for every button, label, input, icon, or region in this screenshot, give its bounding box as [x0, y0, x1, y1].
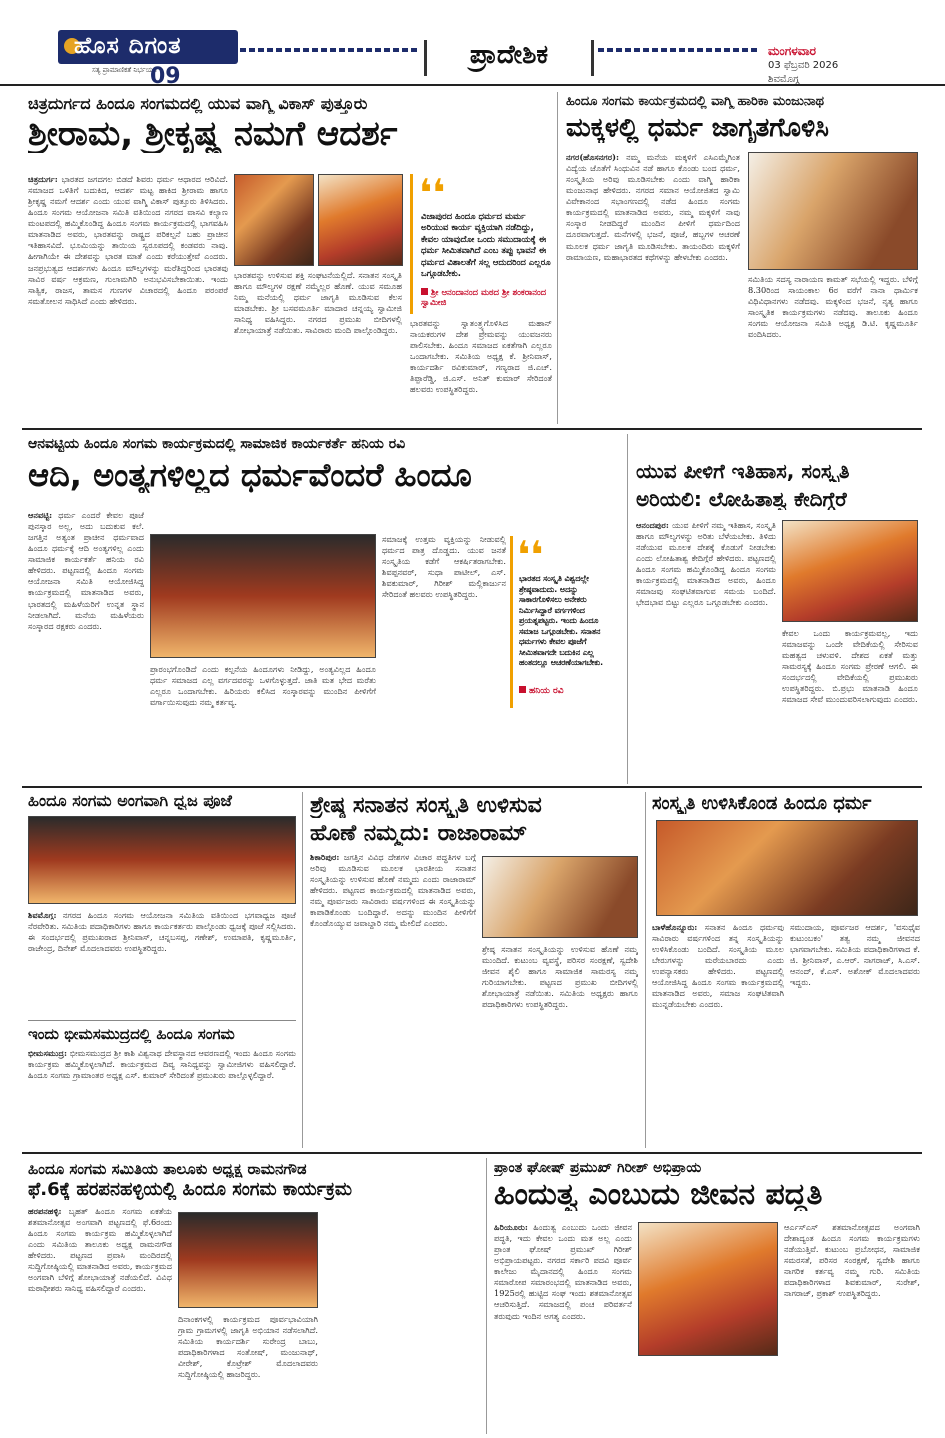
quote-speaker: ಹನಿಯ ರವಿ [519, 686, 618, 696]
section-title: ಪ್ರಾದೇಶಿಕ [469, 40, 549, 70]
article-body [636, 520, 776, 782]
pull-quote [510, 533, 618, 708]
article-kicker: ಹಿಂದೂ ಸಂಗಮ ಸಮಿತಿಯ ತಾಲೂಕು ಅಧ್ಯಕ್ಷ ರಾಮನಗೌಡ [28, 1160, 307, 1178]
column-rule [557, 92, 558, 424]
column-rule [302, 792, 303, 1148]
article-text: ನಮ್ಮ ಮನೆಯ ಮಕ್ಕಳಿಗೆ ಎಸಿಎಮ್ಮೆಗಿಂತ ವಿದ್ಯೆಯ ಜೊತೆಗೆ ಸಿಂಧುವಿನ ನಡೆ ಹಾಗೂ ಕೊಂಡು ಬಂದ ಧರ್ಮ, ಸಂಸ್ಕೃತಿಯ ಅರಿವು ಮೂಡಿಸಬೇಕು ಎಂದು ವಾಗ್ಮಿ ಹಾರಿಕಾ ಮಂಜುನಾಥ ಹೇಳಿದರು. ನಗರದ ಸಮಾನ ಆಯೋಜಿತದ ಸ್ವಾಮಿ ವಿವೇಕಾನಂದ ಸಭಾಂಗಣದಲ್ಲಿ ನಡೆದ ಹಿಂದೂ ಸಂಗಮ ಕಾರ್ಯಕ್ರಮದಲ್ಲಿ ಮಾತನಾಡಿದ ಅವರು, ನಮ್ಮ ಮಕ್ಕಳಿಗೆ ನಾವು ಸಂಸ್ಕಾರ ನೀಡದಿದ್ದರೆ ಮುಂದಿನ ಪೀಳಿಗೆ ಧರ್ಮದಿಂದ ದೂರವಾಗುತ್ತದೆ. ಮನೆಗಳಲ್ಲಿ ಭಜನೆ, ಪೂಜೆ, ಹಬ್ಬಗಳ ಆಚರಣೆ ಮೂಲಕ ಧರ್ಮ ಜಾಗೃತಿ ಮೂಡಿಸಬೇಕು. ತಾಯಂದಿರು ಮಕ್ಕಳಿಗೆ ರಾಮಾಯಣ, ಮಹಾಭಾರತದ ಕಥೆಗಳನ್ನು ಹೇಳಬೇಕು ಎಂದರು. [566, 152, 740, 262]
article-kicker: ಪ್ರಾಂತ ಘೋಷ್ ಪ್ರಮುಖ್ ಗಿರೀಶ್ ಅಭಿಪ್ರಾಯ [494, 1160, 702, 1176]
quote-icon: ❛❛ [419, 171, 446, 215]
article-body [28, 174, 228, 424]
article-body: ಪ್ರಾರಂಭಗೊಂಡಿದೆ ಎಂದು ಕಲ್ಪನೆಯ ಹಿಂದೂಗಳು ನೀಡಿದ್ದು, ಅಂತ್ಯವಿಲ್ಲದ ಹಿಂದೂ ಧರ್ಮ ಸಮಾಜದ ಎಲ್ಲ ವರ್ಗದವರನ್ನು ಒಳಗೊಳ್ಳುತ್ತದೆ. ಜಾತಿ ಮತ ಭೇದ ಮರೆತು ಎಲ್ಲರೂ ಒಂದಾಗಬೇಕು. ಹಿರಿಯರು ಕಲಿಸಿದ ಸಂಸ್ಕಾರವನ್ನು ಮುಂದಿನ ಪೀಳಿಗೆಗೆ ವರ್ಗಾಯಿಸುವುದು ನಮ್ಮ ಕರ್ತವ್ಯ. [150, 664, 376, 708]
article-kicker: ಆನವಟ್ಟಿಯ ಹಿಂದೂ ಸಂಗಮ ಕಾರ್ಯಕ್ರಮದಲ್ಲಿ ಸಾಮಾಜಿಕ ಕಾರ್ಯಕರ್ತೆ ಹನಿಯ ರವಿ [28, 436, 406, 452]
article-headline[interactable]: ಹಿಂದೂ ಸಂಗಮ ಅಂಗವಾಗಿ ಧ್ವಜ ಪೂಜೆ [28, 792, 232, 810]
article-body: ಸಮಾಜಕ್ಕೆ ಉತ್ತಮ ವ್ಯಕ್ತಿಯನ್ನು ನೀಡುವಲ್ಲಿ ಧರ್ಮದ ಪಾತ್ರ ದೊಡ್ಡದು. ಯುವ ಜನತೆ ಸಂಸ್ಕೃತಿಯ ಕಡೆಗೆ ಆಕರ್ಷಿತರಾಗಬೇಕು. ಶಿವಪ್ಪನವರ್, ಸುಧಾ ಪಾಟೀಲ್, ಎಸ್. ಶಿವಕುಮಾರ್, ಗಿರೀಶ್ ಮಲ್ಲಿಕಾರ್ಜುನ ಸೇರಿದಂತೆ ಹಲವರು ಉಪಸ್ಥಿತರಿದ್ದರು. [382, 534, 506, 600]
article-headline[interactable]: ಹಿಂದುತ್ವ ಎಂಬುದು ಜೀವನ ಪದ್ಧತಿ [494, 1178, 823, 1211]
section-rule [22, 786, 922, 788]
article-text: ಧರ್ಮ ಎಂದರೆ ಕೇವಲ ಪೂಜೆ ಪುನಸ್ಕಾರ ಅಲ್ಲ, ಅದು ಬದುಕುವ ಕಲೆ. ಜಗತ್ತಿನ ಅತ್ಯಂತ ಪ್ರಾಚೀನ ಧರ್ಮವಾದ ಹಿಂದೂ ಧರ್ಮಕ್ಕೆ ಆದಿ ಅಂತ್ಯಗಳಿಲ್ಲ ಎಂದು ಸಾಮಾಜಿಕ ಕಾರ್ಯಕರ್ತೆ ಹನಿಯ ರವಿ ಹೇಳಿದರು. ಪಟ್ಟಣದಲ್ಲಿ ಹಿಂದೂ ಸಂಗಮ ಆಯೋಜನಾ ಸಮಿತಿ ಆಯೋಜಿಸಿದ್ದ ಕಾರ್ಯಕ್ರಮದಲ್ಲಿ ಮಾತನಾಡಿದ ಅವರು, ಭಾರತದಲ್ಲಿ ಮಹಿಳೆಯರಿಗೆ ಉನ್ನತ ಸ್ಥಾನ ನೀಡಲಾಗಿದೆ. ಮನೆಯ ಮಹಿಳೆಯರು ಸಂಸ್ಕಾರದ ರಕ್ಷಕರು ಎಂದರು. [28, 510, 144, 631]
article-body: ಸಮುದಾಯ, ಪೂರ್ವಜರ ಆದರ್ಶ, 'ವಸುಧೈವ ಕುಟುಂಬಕಂ' ತತ್ವ ನಮ್ಮ ಜೀವನದ ಭಾಗವಾಗಬೇಕು. ಸಮಿತಿಯ ಪದಾಧಿಕಾರಿಗಳಾದ ಕೆ. ಜಿ. ಶ್ರೀನಿವಾಸ್, ಎ.ಆರ್. ನಾಗರಾಜ್, ಸಿ.ಎಸ್. ಆನಂದ್, ಕೆ.ಎಸ್. ಅಶೋಕ್ ಮೊದಲಾದವರು ಇದ್ದರು. [790, 922, 920, 988]
masthead-divider [240, 48, 420, 52]
article-text: ಸನಾತನ ಹಿಂದೂ ಧರ್ಮವು ಸಾವಿರಾರು ವರ್ಷಗಳಿಂದ ತನ್ನ ಸಂಸ್ಕೃತಿಯನ್ನು ಉಳಿಸಿಕೊಂಡು ಬಂದಿದೆ. ಸಂಸ್ಕೃತಿಯ ಮೂಲ ಬೇರುಗಳನ್ನು ಮರೆಯಬಾರದು ಎಂದು ಉಪನ್ಯಾಸಕರು ಹೇಳಿದರು. ಪಟ್ಟಣದಲ್ಲಿ ಆಯೋಜಿಸಿದ್ದ ಹಿಂದೂ ಸಂಗಮ ಕಾರ್ಯಕ್ರಮದಲ್ಲಿ ಮಾತನಾಡಿದ ಅವರು, ಸಮಾಜ ಸಂಘಟಿತವಾಗಿ ಮುನ್ನಡೆಯಬೇಕು ಎಂದರು. [652, 922, 784, 1010]
issue-date: 03 ಫೆಬ್ರವರಿ 2026 [768, 60, 839, 71]
article-dateline: ಶಿಕಾರಿಪುರ: [310, 852, 340, 862]
article-text: ಭೀಮಸಮುದ್ರದ ಶ್ರೀ ಕಾಶಿ ವಿಶ್ವನಾಥ ದೇವಸ್ಥಾನದ ಆವರಣದಲ್ಲಿ ಇಂದು ಹಿಂದೂ ಸಂಗಮ ಕಾರ್ಯಕ್ರಮ ಹಮ್ಮಿಕೊಳ್ಳಲಾಗಿದೆ. ಕಾರ್ಯಕ್ರಮದ ದಿವ್ಯ ಸಾನಿಧ್ಯವನ್ನು ಸ್ವಾಮೀಜಿಗಳು ವಹಿಸಲಿದ್ದಾರೆ. ಹಿಂದೂ ಸಂಗಮ ಗ್ರಾಮಾಂತರ ಅಧ್ಯಕ್ಷ ಎಸ್. ಕುಮಾರ್ ಸೇರಿದಂತೆ ಪ್ರಮುಖರು ಪಾಲ್ಗೊಳ್ಳಲಿದ್ದಾರೆ. [28, 1048, 296, 1081]
issue-day: ಮಂಗಳವಾರ [768, 44, 817, 58]
article-headline[interactable]: ಶ್ರೀರಾಮ, ಶ್ರೀಕೃಷ್ಣ ನಮಗೆ ಆದರ್ಶ [28, 116, 398, 154]
masthead-divider [598, 48, 758, 52]
article-headline[interactable]: ಇಂದು ಭೀಮಸಮುದ್ರದಲ್ಲಿ ಹಿಂದೂ ಸಂಗಮ [28, 1026, 235, 1043]
article-dateline: ಬಾಳೆಹೊನ್ನೂರು: [652, 922, 698, 932]
article-photo[interactable] [482, 856, 638, 938]
article-dateline: ಚಿತ್ರದುರ್ಗ: [28, 174, 58, 184]
article-photo[interactable] [234, 174, 314, 266]
article-body: ಸಮಿತಿಯ ಸದಸ್ಯ ನಾರಾಯಣ ಕಾಮತ್ ಸಭೆಯಲ್ಲಿ ಇದ್ದರು. ಬೆಳಿಗ್ಗೆ 8.30ರಿಂದ ಸಾಯಂಕಾಲ 6ರ ವರೆಗೆ ನಾನಾ ಧಾರ್ಮಿಕ ವಿಧಿವಿಧಾನಗಳು ನಡೆದವು. ಮಕ್ಕಳಿಂದ ಭಜನೆ, ನೃತ್ಯ ಹಾಗೂ ಸಾಂಸ್ಕೃತಿಕ ಕಾರ್ಯಕ್ರಮಗಳು ನಡೆದವು. ತಾಲೂಕು ಹಿಂದೂ ಸಂಗಮ ಆಯೋಜನಾ ಸಮಿತಿ ಅಧ್ಯಕ್ಷ ಡಿ.ಟಿ. ಕೃಷ್ಣಮೂರ್ತಿ ವಂದಿಸಿದರು. [748, 274, 918, 340]
article-text: ಹಿಂದುತ್ವ ಎಂಬುದು ಒಂದು ಜೀವನ ಪದ್ಧತಿ, ಇದು ಕೇವಲ ಒಂದು ಮತ ಅಲ್ಲ ಎಂದು ಪ್ರಾಂತ ಘೋಷ್ ಪ್ರಮುಖ್ ಗಿರೀಶ್ ಅಭಿಪ್ರಾಯಪಟ್ಟರು. ನಗರದ ಸರ್ಕಾರಿ ಪದವಿ ಪೂರ್ವ ಕಾಲೇಜು ಮೈದಾನದಲ್ಲಿ ಹಿಂದೂ ಸಂಗಮ ಸಮಾರೋಪ ಸಮಾರಂಭದಲ್ಲಿ ಮಾತನಾಡಿದ ಅವರು, 1925ರಲ್ಲಿ ಹುಟ್ಟಿದ ಸಂಘ ಇಂದು ಶತಮಾನೋತ್ಸವ ಆಚರಿಸುತ್ತಿದೆ. ಸಮಾಜದಲ್ಲಿ ಪಂಚ ಪರಿವರ್ತನೆ ತರುವುದು ಇಂದಿನ ಅಗತ್ಯ ಎಂದರು. [494, 1222, 632, 1321]
quote-text: ವಿಜಾಪುರದ ಹಿಂದೂ ಧರ್ಮದ ಮರ್ಮ ಅರಿಯುವ ಕಾರ್ಯ ವ್ಯಕ್ತಿಯಾಗಿ ನಡೆದಿದ್ದು, ಕೇವಲ ಯಾವುದೋ ಒಂದು ಸಮುದಾಯಕ್ಕೆ ಈ ಧರ್ಮ ಸೀಮಿತವಾಗಿದೆ ಎಂಬ ತಪ್ಪು ಭಾವನೆ ಈ ಧರ್ಮದ ವಿಶಾಲತೆಗೆ ಸಲ್ಲ ಆದುದರಿಂದ ಎಲ್ಲರೂ ಒಗ್ಗೂಡಬೇಕು. [421, 212, 551, 280]
article-body: ಶ್ರೇಷ್ಠ ಸನಾತನ ಸಂಸ್ಕೃತಿಯನ್ನು ಉಳಿಸುವ ಹೊಣೆ ನಮ್ಮ ಮುಂದಿದೆ. ಕುಟುಂಬ ವ್ಯವಸ್ಥೆ, ಪರಿಸರ ಸಂರಕ್ಷಣೆ, ಸ್ವದೇಶಿ ಜೀವನ ಶೈಲಿ ಹಾಗೂ ಸಾಮಾಜಿಕ ಸಾಮರಸ್ಯ ನಮ್ಮ ಗುರಿಯಾಗಬೇಕು. ಪಟ್ಟಣದ ಪ್ರಮುಖ ಬೀದಿಗಳಲ್ಲಿ ಶೋಭಾಯಾತ್ರೆ ನಡೆಯಿತು. ಸಮಿತಿಯ ಅಧ್ಯಕ್ಷರು ಹಾಗೂ ಪದಾಧಿಕಾರಿಗಳು ಉಪಸ್ಥಿತರಿದ್ದರು. [482, 944, 638, 1010]
quote-speaker: ಶ್ರೀ ಆನಂದಾನಂದ ಮಠದ ಶ್ರೀ ಶಂಕರಾನಂದ ಸ್ವಾಮೀಜಿ [421, 288, 547, 308]
section-rule [22, 1152, 922, 1154]
article-kicker: ಚಿತ್ರದುರ್ಗದ ಹಿಂದೂ ಸಂಗಮದಲ್ಲಿ ಯುವ ವಾಗ್ಮಿ ವಿಕಾಸ್ ಪುತ್ತೂರು [28, 94, 368, 113]
masthead-tagline: ಸತ್ಯ ಪ್ರಾಮಾಣಿಕತೆ ನಿರ್ಭಯತೆ [92, 66, 158, 74]
article-headline[interactable]: ಆದಿ, ಅಂತ್ಯಗಳಿಲ್ಲದ ಧರ್ಮವೆಂದರೆ ಹಿಂದೂ [28, 458, 472, 494]
article-text: ಭಾರತದ ಜಗದಗಲ ಬಿಡದೆ ಶಿವರು ಧರ್ಮ ಆಧಾರದ ಆರಿವಿದೆ. ಸಮಾಜದ ಒಳಿತಿಗೆ ಬದುಕಿದ, ಆದರ್ಶ ಮಟ್ಟ ಹಾಕಿದ ಶ್ರೀರಾಮ ಹಾಗೂ ಶ್ರೀಕೃಷ್ಣ ನಮಗೆ ಆದರ್ಶ ಎಂದು ಯುವ ವಾಗ್ಮಿ ವಿಕಾಸ್ ಪುತ್ತೂರು ತಿಳಿಸಿದರು. ಹಿಂದೂ ಸಂಗಮ ಆಯೋಜನಾ ಸಮಿತಿ ವತಿಯಿಂದ ನಗರದ ವಾಸವಿ ಕಲ್ಯಾಣ ಮಂಟಪದಲ್ಲಿ ಹಮ್ಮಿಕೊಂಡಿದ್ದ ಹಿಂದೂ ಸಂಗಮ ಕಾರ್ಯಕ್ರಮದಲ್ಲಿ ಭಾಗವಹಿಸಿ ಮಾತನಾಡಿದ ಅವರು, ಭಾರತವನ್ನು ರಾಷ್ಟ್ರದ ಪರಿಕಲ್ಪನೆ ಬಹು ಪ್ರಾಚೀನ ಇತಿಹಾಸವಿದೆ. ಭೂಮಿಯನ್ನು ತಾಯಿಯ ಸ್ವರೂಪದಲ್ಲಿ ಕಂಡವರು ನಾವು. ಹೀಗಾಗಿಯೇ ಈ ದೇಶವನ್ನು ಭಾರತ ಮಾತೆ ಎಂದು ಕರೆಯುತ್ತೇವೆ ಎಂದರು. ಜನಪ್ರಭುತ್ವದ ಆದರ್ಶಗಳು ಹಿಂದೂ ಮೌಲ್ಯಗಳನ್ನು ಮರೆತಿದ್ದರಿಂದ ಭಾರತವು ಸಾವಿರ ವರ್ಷ ಆಕ್ರಮಣ, ಗುಲಾಮಗಿರಿ ಅನುಭವಿಸಬೇಕಾಯಿತು. ಇಂದು ಸಾತ್ವಿಕ, ರಾಜಸ, ತಾಮಸ ಗುಣಗಳ ವಿಚಾರದಲ್ಲಿ ಹಿಂದೂ ಪರಂಪರೆ ಸಮತೋಲನ ಸಾಧಿಸಿದೆ ಎಂದು ಹೇಳಿದರು. [28, 174, 228, 306]
article-body [28, 510, 144, 780]
article-headline[interactable]: ಸಂಸ್ಕೃತಿ ಉಳಿಸಿಕೊಂಡ ಹಿಂದೂ ಧರ್ಮ [652, 794, 872, 814]
edition-city: ಶಿವಮೊಗ್ಗ [768, 74, 800, 85]
pull-quote [410, 171, 552, 314]
article-photo[interactable] [178, 1212, 318, 1308]
column-rule [486, 1158, 487, 1434]
article-body [566, 152, 740, 424]
article-body [28, 910, 296, 1014]
article-headline[interactable]: ಫೆ.6ಕ್ಕೆ ಹರಪನಹಳ್ಳಿಯಲ್ಲಿ ಹಿಂದೂ ಸಂಗಮ ಕಾರ್ಯಕ್ರಮ [28, 1180, 352, 1200]
article-kicker: ಯುವ ಪೀಳಿಗೆ ಇತಿಹಾಸ, ಸಂಸ್ಕೃತಿ [636, 460, 850, 482]
article-rule [28, 1020, 296, 1021]
article-body [310, 852, 476, 1148]
masthead-logo-text: ಹೊಸ ದಿಗಂತ [74, 33, 182, 59]
column-rule [627, 434, 628, 784]
article-body: ಆರ್ಎಸ್ಎಸ್ ಶತಮಾನೋತ್ಸವದ ಅಂಗವಾಗಿ ದೇಶಾದ್ಯಂತ ಹಿಂದೂ ಸಂಗಮ ಕಾರ್ಯಕ್ರಮಗಳು ನಡೆಯುತ್ತಿವೆ. ಕುಟುಂಬ ಪ್ರಬೋಧನ, ಸಾಮಾಜಿಕ ಸಮರಸತೆ, ಪರಿಸರ ಸಂರಕ್ಷಣೆ, ಸ್ವದೇಶಿ ಹಾಗೂ ನಾಗರಿಕ ಕರ್ತವ್ಯ ನಮ್ಮ ಗುರಿ. ಸಮಿತಿಯ ಪದಾಧಿಕಾರಿಗಳಾದ ಶಿವಕುಮಾರ್, ಸುರೇಶ್, ನಾಗರಾಜ್, ಪ್ರಕಾಶ್ ಉಪಸ್ಥಿತರಿದ್ದರು. [784, 1222, 920, 1299]
article-text: ನಗರದ ಹಿಂದೂ ಸಂಗಮ ಆಯೋಜನಾ ಸಮಿತಿಯ ವತಿಯಿಂದ ಭಗವಾಧ್ವಜ ಪೂಜೆ ನೆರವೇರಿತು. ಸಮಿತಿಯ ಪದಾಧಿಕಾರಿಗಳು ಹಾಗೂ ಕಾರ್ಯಕರ್ತರು ಪಾಲ್ಗೊಂಡು ಧ್ವಜಕ್ಕೆ ಪೂಜೆ ಸಲ್ಲಿಸಿದರು. ಈ ಸಂದರ್ಭದಲ್ಲಿ ಪ್ರಮುಖರಾದ ಶ್ರೀನಿವಾಸ್, ಚನ್ನಬಸಪ್ಪ, ಗಣೇಶ್, ಉಮಾಪತಿ, ಕೃಷ್ಣಮೂರ್ತಿ, ರಾಜೇಂದ್ರ, ದಿನೇಶ್ ಮೊದಲಾದವರು ಉಪಸ್ಥಿತರಿದ್ದರು. [28, 910, 296, 954]
column-rule [645, 792, 646, 1148]
article-dateline: ಆನಂದಪುರ: [636, 520, 669, 530]
article-photo[interactable] [782, 520, 918, 622]
article-photo[interactable] [748, 152, 918, 270]
article-text: ಜಗತ್ತಿನ ವಿವಿಧ ದೇಶಗಳ ವಿಚಾರ ಪದ್ಧತಿಗಳ ಬಗ್ಗೆ ಅರಿವು ಮೂಡಿಸುವ ಮೂಲಕ ಭಾರತೀಯ ಸನಾತನ ಸಂಸ್ಕೃತಿಯನ್ನು ಉಳಿಸುವ ಹೊಣೆ ನಮ್ಮದು ಎಂದು ರಾಜಾರಾಮ್ ಹೇಳಿದರು. ಪಟ್ಟಣದ ಕಾರ್ಯಕ್ರಮದಲ್ಲಿ ಮಾತನಾಡಿದ ಅವರು, ನಮ್ಮ ಪೂರ್ವಜರು ಸಾವಿರಾರು ವರ್ಷಗಳಿಂದ ಈ ಸಂಸ್ಕೃತಿಯನ್ನು ಕಾಪಾಡಿಕೊಂಡು ಬಂದಿದ್ದಾರೆ. ಅದನ್ನು ಮುಂದಿನ ಪೀಳಿಗೆಗೆ ಕೊಂಡೊಯ್ಯುವ ಜವಾಬ್ದಾರಿ ನಮ್ಮ ಮೇಲಿದೆ ಎಂದರು. [310, 852, 476, 929]
page-number: 09 [150, 64, 181, 89]
article-photo[interactable] [638, 1222, 778, 1356]
article-body: ಭಾರತವನ್ನು ಸ್ವಾತಂತ್ರ್ಯಗೊಳಿಸಿದ ಮಹಾನ್ ನಾಯಕರುಗಳ ದೇಶ ಪ್ರೇಮವನ್ನು ಯುವಜನರು ಪಾಲಿಸಬೇಕು. ಹಿಂದೂ ಸಮಾಜದ ಏಕತೆಗಾಗಿ ಎಲ್ಲರೂ ಒಂದಾಗಬೇಕು. ಸಮಿತಿಯ ಅಧ್ಯಕ್ಷ ಕೆ. ಶ್ರೀನಿವಾಸ್, ಕಾರ್ಯದರ್ಶಿ ರವಿಕುಮಾರ್, ಗಣ್ಯರಾದ ಜಿ.ಎಚ್. ತಿಪ್ಪಾರೆಡ್ಡಿ, ಜಿ.ಎಸ್. ಅನಿತ್ ಕುಮಾರ್ ಸೇರಿದಂತೆ ಹಲವರು ಉಪಸ್ಥಿತರಿದ್ದರು. [410, 318, 552, 395]
article-dateline: ಹಿರಿಯೂರು: [494, 1222, 528, 1232]
article-photo[interactable] [656, 820, 918, 916]
article-headline-line2[interactable]: ಹೊಣೆ ನಮ್ಮದು: ರಾಜಾರಾಮ್ [310, 822, 528, 846]
article-text: ಯುವ ಪೀಳಿಗೆ ನಮ್ಮ ಇತಿಹಾಸ, ಸಂಸ್ಕೃತಿ ಹಾಗೂ ಮೌಲ್ಯಗಳನ್ನು ಅರಿತು ಬೆಳೆಯಬೇಕು. ತಿಳಿದು ನಡೆಯುವ ಮೂಲಕ ದೇಶಕ್ಕೆ ಕೊಡುಗೆ ನೀಡಬೇಕು ಎಂದು ಲೋಹಿತಾಶ್ವ ಕೇದಿಗ್ಗೆರೆ ಹೇಳಿದರು. ಪಟ್ಟಣದಲ್ಲಿ ಹಿಂದೂ ಸಂಗಮ ಹಮ್ಮಿಕೊಂಡಿದ್ದ ಹಿಂದೂ ಸಂಗಮ ಕಾರ್ಯಕ್ರಮದಲ್ಲಿ ಮಾತನಾಡಿದ ಅವರು, ಹಿಂದೂ ಸಮಾಜವು ಸಂಘಟಿತವಾಗುವ ಸಮಯ ಬಂದಿದೆ. ಭೇದಭಾವ ಬಿಟ್ಟು ಎಲ್ಲರೂ ಒಗ್ಗೂಡಬೇಕು ಎಂದರು. [636, 520, 776, 608]
article-body [494, 1222, 632, 1430]
article-headline[interactable]: ಮಕ್ಕಳಲ್ಲಿ ಧರ್ಮ ಜಾಗೃತಗೊಳಿಸಿ [566, 114, 829, 143]
article-body: ದಿನಾಂಕಗಳಲ್ಲಿ ಕಾರ್ಯಕ್ರಮದ ಪೂರ್ವಭಾವಿಯಾಗಿ ಗ್ರಾಮ ಗ್ರಾಮಗಳಲ್ಲಿ ಜಾಗೃತಿ ಅಭಿಯಾನ ನಡೆಸಲಾಗಿದೆ. ಸಮಿತಿಯ ಕಾರ್ಯದರ್ಶಿ ಸುರೇಂದ್ರ ಬಾಬು, ಪದಾಧಿಕಾರಿಗಳಾದ ಸಂತೋಷ್, ಮಂಜುನಾಥ್, ವೀರೇಶ್, ಕೊಟ್ರೇಶ್ ಮೊದಲಾದವರು ಸುದ್ದಿಗೋಷ್ಠಿಯಲ್ಲಿ ಹಾಜರಿದ್ದರು. [178, 1314, 318, 1380]
article-headline[interactable]: ಅರಿಯಲಿ: ಲೋಹಿತಾಶ್ವ ಕೇದಿಗ್ಗೆರೆ [636, 488, 847, 510]
article-kicker: ಹಿಂದೂ ಸಂಗಮ ಕಾರ್ಯಕ್ರಮದಲ್ಲಿ ವಾಗ್ಮಿ ಹಾರಿಕಾ ಮಂಜುನಾಥ [566, 94, 825, 109]
article-dateline: ನಗರ(ಹೊಸನಗರ): [566, 152, 619, 162]
article-photo[interactable] [318, 174, 403, 266]
article-headline-line1[interactable]: ಶ್ರೇಷ್ಠ ಸನಾತನ ಸಂಸ್ಕೃತಿ ಉಳಿಸುವ [310, 794, 542, 818]
quote-icon: ❛❛ [517, 533, 544, 577]
article-body: ಭಾರತವನ್ನು ಉಳಿಸುವ ಶಕ್ತಿ ಸಂಘಟನೆಯಲ್ಲಿದೆ. ಸನಾತನ ಸಂಸ್ಕೃತಿ ಹಾಗೂ ಮೌಲ್ಯಗಳ ರಕ್ಷಣೆ ನಮ್ಮೆಲ್ಲರ ಹೊಣೆ. ಯುವ ಸಮೂಹ ನಿಮ್ಮ ಮನೆಯಲ್ಲಿ ಧರ್ಮ ಜಾಗೃತಿ ಮೂಡಿಸುವ ಕೆಲಸ ಮಾಡಬೇಕು. ಶ್ರೀ ಬಸವಮೂರ್ತಿ ಮಾದಾರ ಚನ್ನಯ್ಯ ಸ್ವಾಮೀಜಿ ಸಾನಿಧ್ಯ ವಹಿಸಿದ್ದರು. ನಗರದ ಪ್ರಮುಖ ಬೀದಿಗಳಲ್ಲಿ ಶೋಭಾಯಾತ್ರೆ ನಡೆಯಿತು. ಸಾವಿರಾರು ಮಂದಿ ಪಾಲ್ಗೊಂಡಿದ್ದರು. [234, 270, 402, 336]
article-body [28, 1048, 296, 1148]
article-body [28, 1206, 172, 1430]
article-dateline: ಆನವಟ್ಟಿ: [28, 510, 53, 520]
article-photo[interactable] [28, 816, 296, 904]
section-rule [22, 428, 922, 430]
quote-text: ಭಾರತದ ಸಂಸ್ಕೃತಿ ವಿಶ್ವದಲ್ಲೇ ಶ್ರೇಷ್ಠವಾದುದು. ಅದನ್ನು ಸಾಕಾರಗೊಳಿಸಲು ಅನೇಕರು ನಿರ್ಮಿಸಿದ್ದಾರೆ ವರ್ಗಗಳಿಂದ ಪ್ರಯತ್ನಪಟ್ಟರು. ಇಂದು ಹಿಂದೂ ಸಮಾಜ ಒಗ್ಗೂಡಬೇಕು. ಸನಾತನ ಧರ್ಮಗಳು ಕೇವಲ ಪೂಜೆಗೆ ಸೀಮಿತವಾಗದೇ ಬದುಕಿನ ಎಲ್ಲ ಹಂತದಲ್ಲೂ ಆಚರಣೆಯಾಗಬೇಕು. [519, 574, 604, 668]
article-dateline: ಭೀಮಸಮುದ್ರ: [28, 1048, 68, 1058]
article-body [652, 922, 784, 1148]
article-body: ಕೇವಲ ಒಂದು ಕಾರ್ಯಕ್ರಮವಲ್ಲ, ಇದು ಸಮಾಜವನ್ನು ಒಂದೇ ವೇದಿಕೆಯಲ್ಲಿ ಸೇರಿಸುವ ಮಹತ್ವದ ಚಳುವಳಿ. ದೇಶದ ಏಕತೆ ಮತ್ತು ಸಾಮರಸ್ಯಕ್ಕೆ ಹಿಂದೂ ಸಂಗಮ ಪ್ರೇರಣೆ ಆಗಲಿ. ಈ ಸಂದರ್ಭದಲ್ಲಿ ವೇದಿಕೆಯಲ್ಲಿ ಪ್ರಮುಖರು ಉಪಸ್ಥಿತರಿದ್ದರು. ಬಿ.ಪ್ರಭು ಮಾತನಾಡಿ ಹಿಂದೂ ಸಮಾಜದ ಸೇವೆ ಮುಂದುವರಿಸಲಾಗುವುದು ಎಂದರು. [782, 628, 918, 705]
article-text: ಬೃಹತ್ ಹಿಂದೂ ಸಂಗಮ ಏಕತೆಯ ಶತಮಾನೋತ್ಸವ ಅಂಗವಾಗಿ ಪಟ್ಟಣದಲ್ಲಿ ಫೆ.6ರಂದು ಹಿಂದೂ ಸಂಗಮ ಕಾರ್ಯಕ್ರಮ ಹಮ್ಮಿಕೊಳ್ಳಲಾಗಿದೆ ಎಂದು ಸಮಿತಿಯ ತಾಲೂಕು ಅಧ್ಯಕ್ಷ ರಾಮನಗೌಡ ಹೇಳಿದರು. ಪಟ್ಟಣದ ಪ್ರವಾಸಿ ಮಂದಿರದಲ್ಲಿ ಸುದ್ದಿಗೋಷ್ಠಿಯಲ್ಲಿ ಮಾತನಾಡಿದ ಅವರು, ಕಾರ್ಯಕ್ರಮದ ಅಂಗವಾಗಿ ಬೆಳಿಗ್ಗೆ ಶೋಭಾಯಾತ್ರೆ ನಡೆಯಲಿದೆ. ವಿವಿಧ ಮಠಾಧೀಶರು ಸಾನಿಧ್ಯ ವಹಿಸಲಿದ್ದಾರೆ ಎಂದರು. [28, 1206, 172, 1294]
article-dateline: ಶಿವಮೊಗ್ಗ: [28, 910, 57, 920]
article-dateline: ಹರಪನಹಳ್ಳಿ: [28, 1206, 62, 1216]
article-photo[interactable] [150, 534, 376, 658]
